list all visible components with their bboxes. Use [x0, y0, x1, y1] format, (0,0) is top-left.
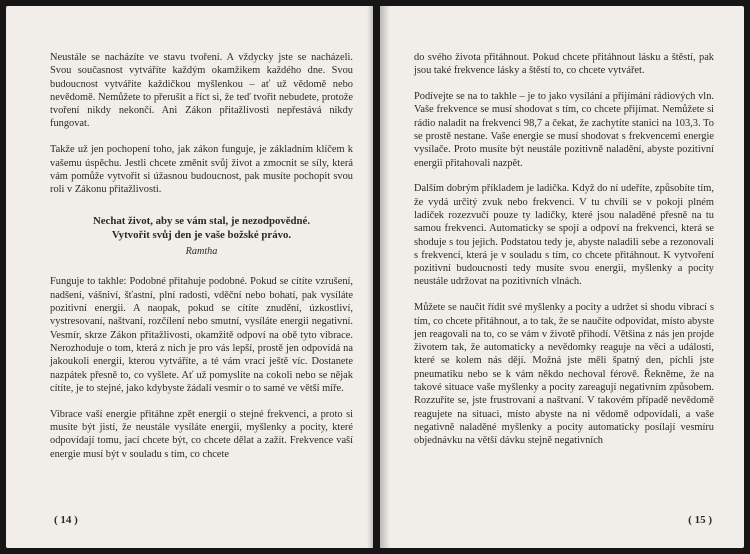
- gutter-shadow-left: [367, 6, 373, 548]
- left-page: [6, 6, 373, 548]
- quote: [50, 214, 353, 242]
- quote-line-1: Nechat život, aby se vám stal, je nezodpovědné.: [92, 215, 311, 228]
- right-paragraph-4: Můžete se naučit řídit své myšlenky a pocity a udržet si shodu vibrací s tím, co chcete přitáhnout, a to tak, že se naučíte odpovídat, místo abyste jen reagovali na to, co se vám v životě přihodí. Většina z nás jen projde životem tak, že automaticky a nevědomky reaguje na věci a události, které se kolem nás dějí. Možná jste měli špatný den, píchli jste pneumatiku nebo se k vám někdo nechoval férově. Řekněme, že na takové situace vaše myšlenky a pocity zareagují negativním způsobem. Rozzuříte se, jste frustrovaní a naštvaní. V takovém případě nevědomě reagujete na situaci, místo abyste na ni vědomě odpovídali, a vaše negativně naladěné myšlenky a pocity automaticky posílají vesmíru objednávku na větší dávku stejně negativních: [414, 302, 714, 447]
- right-paragraph-3: Dalším dobrým příkladem je ladička. Když do ní udeříte, způsobíte tím, že vydá určitý zvuk nebo frekvenci. V tu chvíli se v pokoji plném ladiček rozezvučí pouze ty ladičky, které jsou naladěné přesně na tu samou frekvenci. Automaticky se spojí a odpoví na frekvenci, která se shoduje s tou jejich. Podstatou tedy je, abyste naladili sebe a rezonovali s frekvencí, která je v souladu s tím, co chcete přitáhnout. K vytvoření pozitivní budoucnosti tedy musíte svou energii, myšlenky a pocity neustále udržovat na pozitivních vlnách.: [414, 183, 714, 288]
- gutter-shadow-right: [380, 6, 390, 548]
- right-paragraph-1: do svého života přitáhnout. Pokud chcete přitáhnout lásku a štěstí, pak jsou také frekvence lásky a štěstí to, co chcete vytvářet.: [414, 52, 714, 77]
- right-page: [380, 6, 744, 548]
- right-paragraph-2: Podívejte se na to takhle – je to jako vysílání a přijímání rádiových vln. Vaše frekvence se musí shodovat s tím, co chcete přijímat. Nemůžete si rádio naladit na frekvenci 98,7 a čekat, že zachytíte stanici na 103,3. To se prostě nestane. Vaše energie se musí shodovat s frekvencemi energie vysílače. Proto musíte být neustále pozitivně naladění, abyste pozitivní energii přitahovali nazpět.: [414, 91, 714, 169]
- left-paragraph-1: Neustále se nacházíte ve stavu tvoření. A vždycky jste se nacházeli. Svou současnost vytváříte každým okamžikem každého dne. Svou budoucnost vytváříte každičkou myšlenkou – ať už vědomě nebo nevědomě. Nemůžete to přerušit a říct si, že teď tvořit nebudete, protože tvoření nikdy nekončí. Ani Zákon přitažlivosti nepřestává nikdy fungovat.: [50, 52, 353, 130]
- page-number-left: ( 14 ): [54, 514, 78, 526]
- left-paragraph-2: Takže už jen pochopení toho, jak zákon funguje, je základním klíčem k vašemu úspěchu. Jestli chcete změnit svůj život a zmocnit se síly, která vám pomůže vytvořit si úžasnou budoucnost, pak musíte pochopit svou roli v Zákonu přitažlivosti.: [50, 144, 353, 196]
- quote-line-2: Vytvořit svůj den je vaše božské právo.: [111, 229, 292, 242]
- left-paragraph-3: Funguje to takhle: Podobné přitahuje podobné. Pokud se cítíte vzrušení, nadšení, vášniví, šťastní, plní radosti, vděční nebo bohatí, pak vysíláte pozitivní energii. A naopak, pokud se cítíte znudění, úzkostliví, vystresovaní, naštvaní, rozčílení nebo smutní, vysíláte energii negativní. Vesmír, skrze Zákon přitažlivosti, okamžitě odpoví na obě tyto vibrace. Nerozhoduje o tom, která z nich je pro vás lepší, prostě jen odpovídá na jakoukoli energii, kterou vytváříte, a té vám vrací ještě víc. Dostanete nazpátek přesně to, co vyšlete. Ať už pomyslíte na cokoli nebo se nějak cítíte, je to stejné, jako kdybyste žádali vesmír o to samé ve větší míře.: [50, 276, 353, 394]
- left-paragraph-4: Vibrace vaší energie přitáhne zpět energii o stejné frekvenci, a proto si musíte být jistí, že neustále vysíláte energii, myšlenky a pocity, které odpovídají tomu, jací chcete být, co chcete dělat a zažít. Frekvence vaší energie musí být v souladu s tím, co chcete: [50, 408, 353, 460]
- quote-author: Ramtha: [185, 246, 218, 258]
- page-number-right: ( 15 ): [688, 514, 712, 526]
